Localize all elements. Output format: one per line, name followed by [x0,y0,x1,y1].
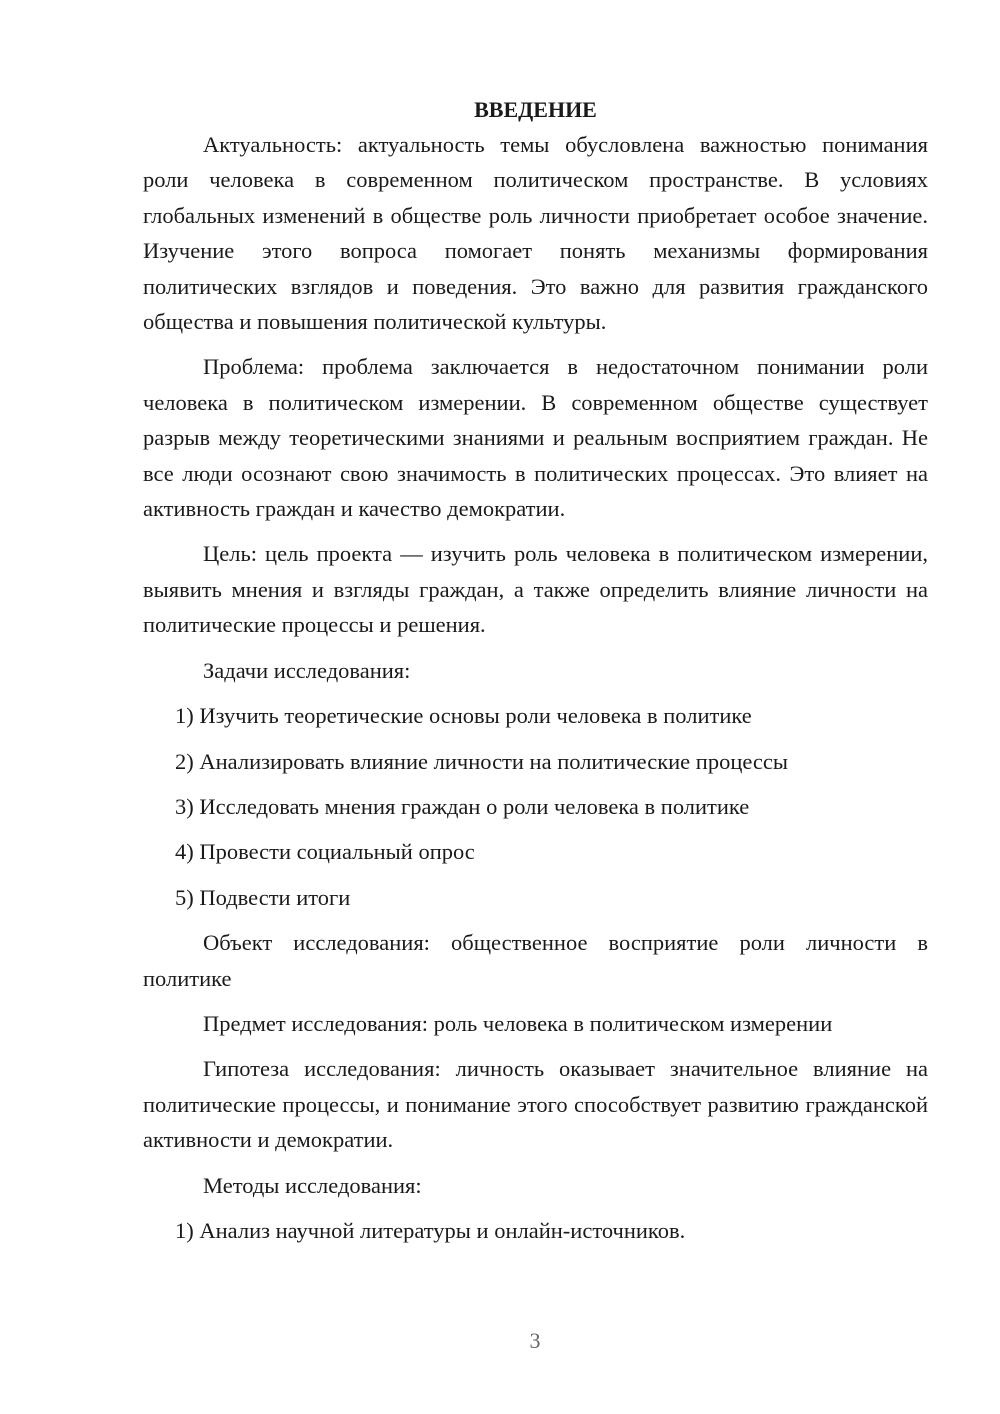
page-title: ВВЕДЕНИЕ [474,97,597,122]
tasks-heading: Задачи исследования: [203,657,411,683]
list-item: 2) Анализировать влияние личности на политические процессы [175,748,788,774]
paragraph-goal: Цель: цель проекта — изучить роль человека в политическом измерении, выявить мнения и взгляды граждан, а также определить влияние личности на политические процессы и решения. [143,541,928,638]
paragraph-subject: Предмет исследования: роль человека в политическом измерении [203,1010,833,1036]
paragraph-object: Объект исследования: общественное восприятие роли личности в политике [143,930,928,991]
list-item: 1) Анализ научной литературы и онлайн-источников. [175,1217,686,1243]
methods-heading: Методы исследования: [203,1172,422,1198]
list-item: 3) Исследовать мнения граждан о роли человека в политике [175,793,750,819]
paragraph-hypothesis: Гипотеза исследования: личность оказывает значительное влияние на политические процессы, и понимание этого способствует развитию гражданской активности и демократии. [143,1056,928,1153]
list-item: 5) Подвести итоги [175,884,351,910]
paragraph-relevance: Актуальность: актуальность темы обусловлена важностью понимания роли человека в современном политическом пространстве. В условиях глобальных изменений в обществе роль личности приобретает особое значение. Изучение этого вопроса помогает понять механизмы формирования политических взглядов и поведения. Это важно для развития гражданского общества и повышения политической культуры. [143,132,928,335]
document-page [143,92,928,1258]
list-item: 1) Изучить теоретические основы роли человека в политике [175,703,752,729]
list-item: 4) Провести социальный опрос [175,839,475,865]
page-number: 3 [529,1328,541,1353]
paragraph-problem: Проблема: проблема заключается в недостаточном понимании роли человека в политическом измерении. В современном обществе существует разрыв между теоретическими знаниями и реальным восприятием граждан. Не все люди осознают свою значимость в политических процессах. Это влияет на активность граждан и качество демократии. [143,354,928,522]
